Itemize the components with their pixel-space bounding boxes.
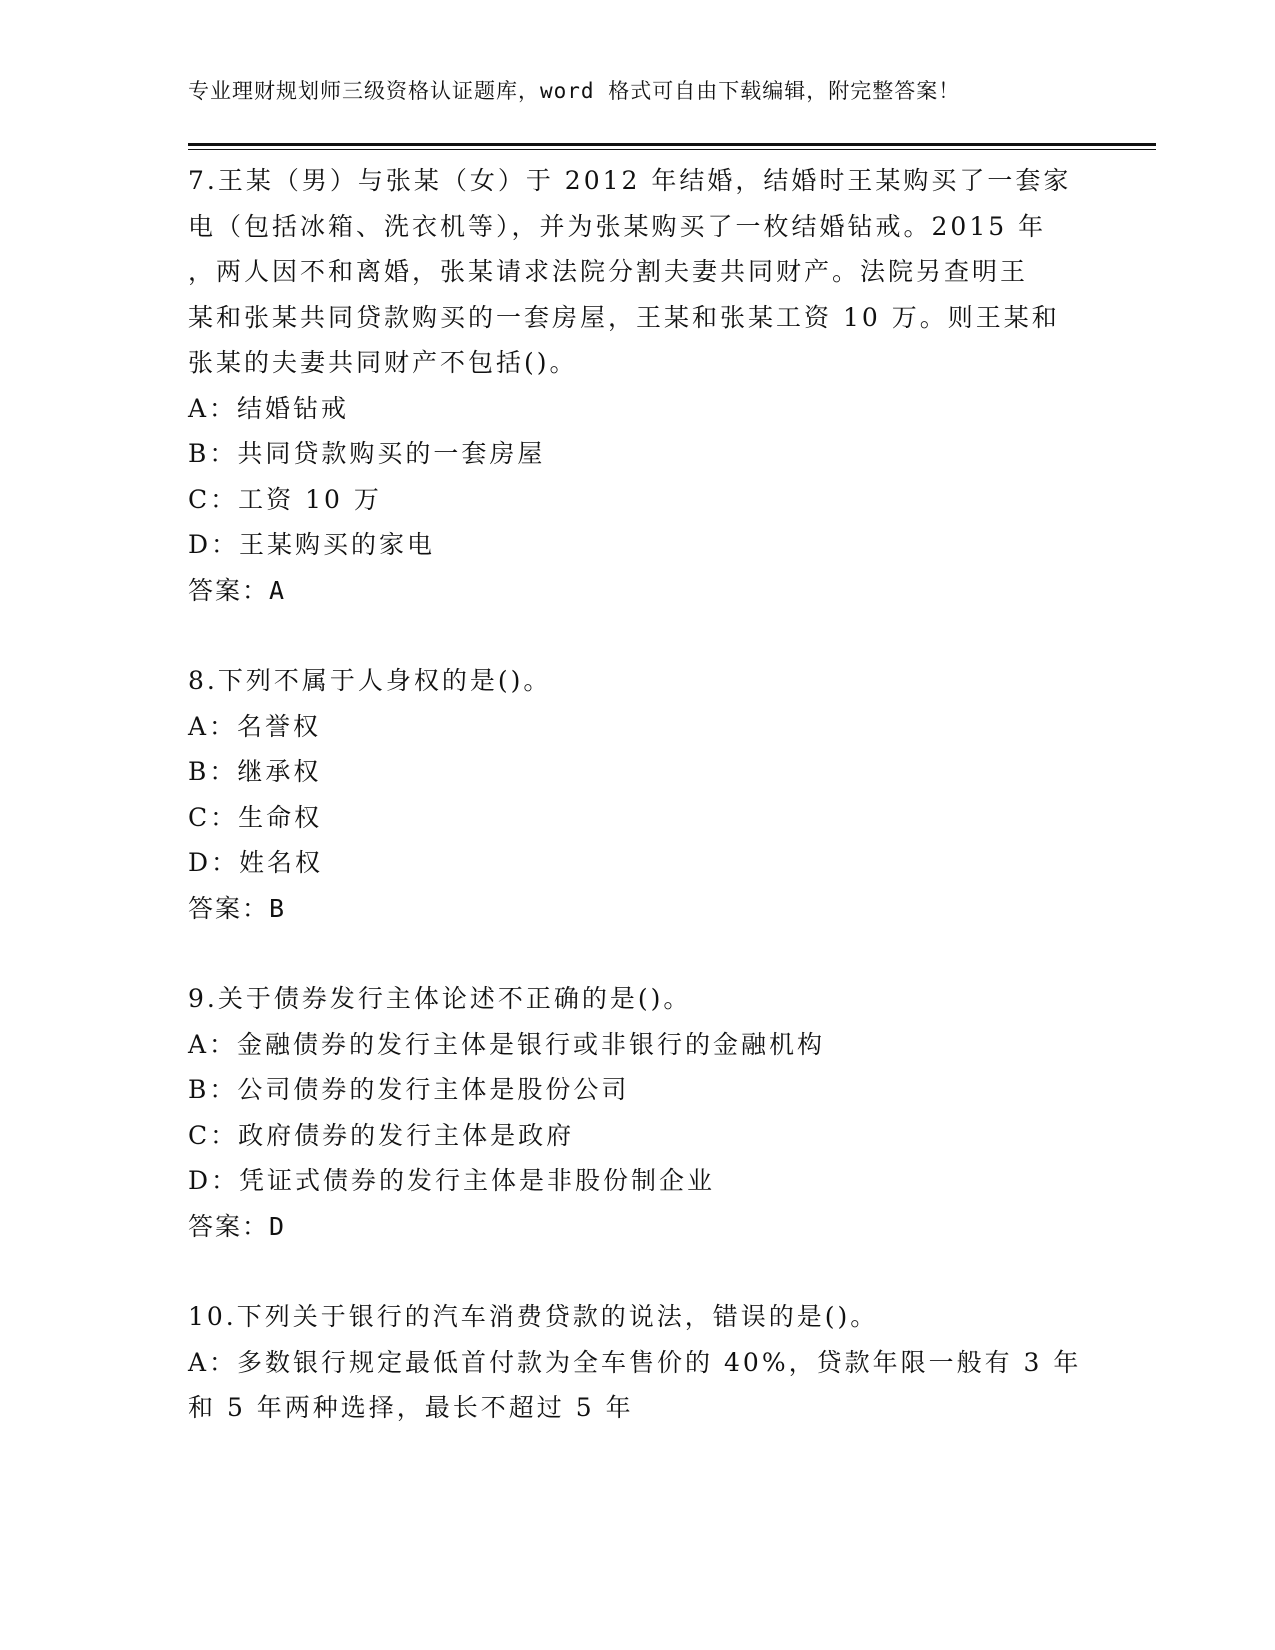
option-a-continued: 和 5 年两种选择，最长不超过 5 年 [188, 1393, 634, 1422]
option-a: A：名誉权 [188, 711, 322, 741]
question-9 [188, 976, 1088, 1249]
option-b: B：公司债券的发行主体是股份公司 [188, 1075, 630, 1104]
question-10 [188, 1294, 1088, 1431]
question-8 [188, 658, 1088, 931]
answer-line: 答案：A [188, 575, 287, 605]
option-d: D：姓名权 [188, 848, 324, 877]
option-c: C：生命权 [188, 802, 323, 832]
option-b: B：继承权 [188, 757, 322, 786]
question-stem: 7.王某（男）与张某（女）于 2012 年结婚，结婚时王某购买了一套家 [188, 166, 1072, 195]
option-a: A：金融债券的发行主体是银行或非银行的金融机构 [188, 1029, 826, 1059]
question-stem: 9.关于债券发行主体论述不正确的是()。 [188, 984, 692, 1013]
option-a: A：多数银行规定最低首付款为全车售价的 40%，贷款年限一般有 3 年 [188, 1347, 1082, 1377]
question-stem: ，两人因不和离婚，张某请求法院分割夫妻共同财产。法院另查明王 [188, 257, 1029, 286]
question-stem: 张某的夫妻共同财产不包括()。 [188, 348, 578, 377]
option-b: B：共同贷款购买的一套房屋 [188, 439, 546, 468]
header-rule-thick [188, 143, 1156, 146]
option-a: A：结婚钻戒 [188, 393, 350, 423]
question-stem: 10.下列关于银行的汽车消费贷款的说法，错误的是()。 [188, 1302, 879, 1331]
question-stem: 某和张某共同贷款购买的一套房屋，王某和张某工资 10 万。则王某和 [188, 302, 1060, 332]
header-rule-thin [188, 149, 1156, 150]
question-stem: 8.下列不属于人身权的是()。 [188, 666, 552, 695]
option-c: C：工资 10 万 [188, 484, 382, 514]
answer-line: 答案：D [188, 1211, 287, 1241]
option-d: D：凭证式债券的发行主体是非股份制企业 [188, 1166, 716, 1195]
question-list [188, 158, 1088, 1476]
option-d: D：王某购买的家电 [188, 530, 436, 559]
answer-line: 答案：B [188, 893, 287, 923]
question-7 [188, 158, 1088, 613]
page-header: 专业理财规划师三级资格认证题库，word 格式可自由下载编辑，附完整答案！ [188, 79, 961, 103]
question-stem: 电（包括冰箱、洗衣机等），并为张某购买了一枚结婚钻戒。2015 年 [188, 211, 1047, 241]
option-c: C：政府债券的发行主体是政府 [188, 1120, 575, 1150]
